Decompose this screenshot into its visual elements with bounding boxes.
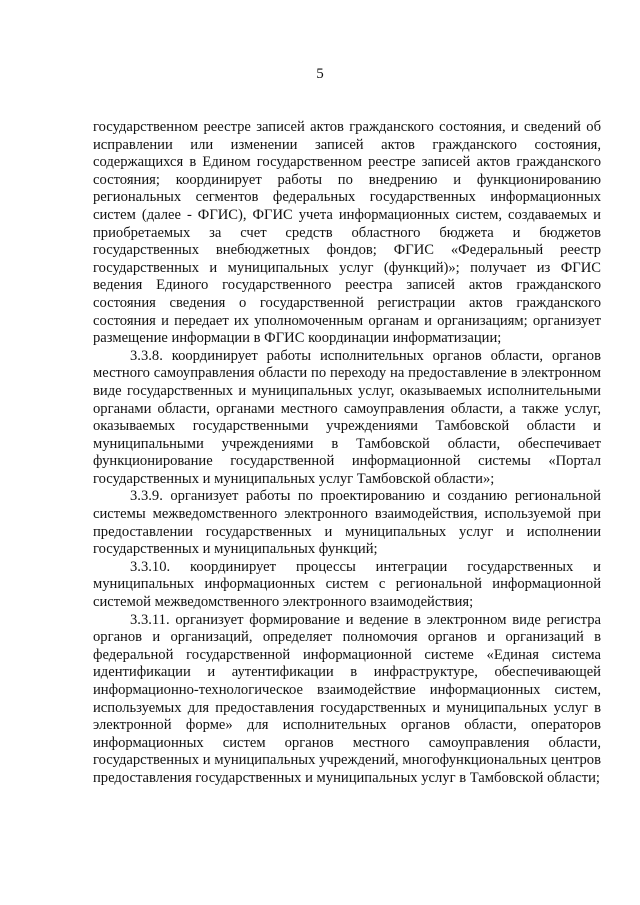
paragraph-3-3-9: 3.3.9. организует работы по проектированию и созданию региональной системы межведомственного электронного взаимодействия, используемой при предоставлении государственных и муниципальных услуг и исполнении государственных и муниципальных функций; (93, 488, 601, 558)
paragraph-3-3-8: 3.3.8. координирует работы исполнительных органов области, органов местного самоуправления области по переходу на предоставление в электронном виде государственных и муниципальных услуг, оказываемых исполнительными органами области, органами местного самоуправления области, а также услуг, оказываемых государственными учреждениями Тамбовской области и муниципальными учреждениями в Тамбовской области, обеспечивает функционирование государственной информационной системы «Портал государственных и муниципальных услуг Тамбовской области»; (93, 347, 601, 487)
page-number: 5 (316, 66, 324, 82)
document-body (93, 119, 601, 788)
paragraph-continuation: государственном реестре записей актов гражданского состояния, и сведений об исправлении или изменении записей актов гражданского состояния, содержащихся в Едином государственном реестре записей актов гражданского состояния; координирует работы по внедрению и функционированию региональных сегментов федеральных государственных информационных систем (далее - ФГИС), ФГИС учета информационных систем, создаваемых и приобретаемых за счет средств областного бюджета и бюджетов государственных внебюджетных фондов; ФГИС «Федеральный реестр государственных и муниципальных услуг (функций)»; получает из ФГИС ведения Единого государственного реестра записей актов гражданского состояния сведения о государственной регистрации актов гражданского состояния и передает их уполномоченным органам и организациям; организует размещение информации в ФГИС координации информатизации; (93, 119, 601, 347)
paragraph-3-3-11: 3.3.11. организует формирование и ведение в электронном виде регистра органов и организаций, определяет полномочия органов и организаций в федеральной государственной информационной системе «Единая система идентификации и аутентификации в инфраструктуре, обеспечивающей информационно-технологическое взаимодействие информационных систем, используемых для предоставления государственных и муниципальных услуг в электронной форме» для исполнительных органов области, операторов информационных систем органов местного самоуправления области, государственных и муниципальных учреждений, многофункциональных центров предоставления государственных и муниципальных услуг в Тамбовской области; (93, 611, 601, 786)
paragraph-3-3-10: 3.3.10. координирует процессы интеграции государственных и муниципальных информационных систем с региональной информационной системой межведомственного электронного взаимодействия; (93, 558, 601, 611)
